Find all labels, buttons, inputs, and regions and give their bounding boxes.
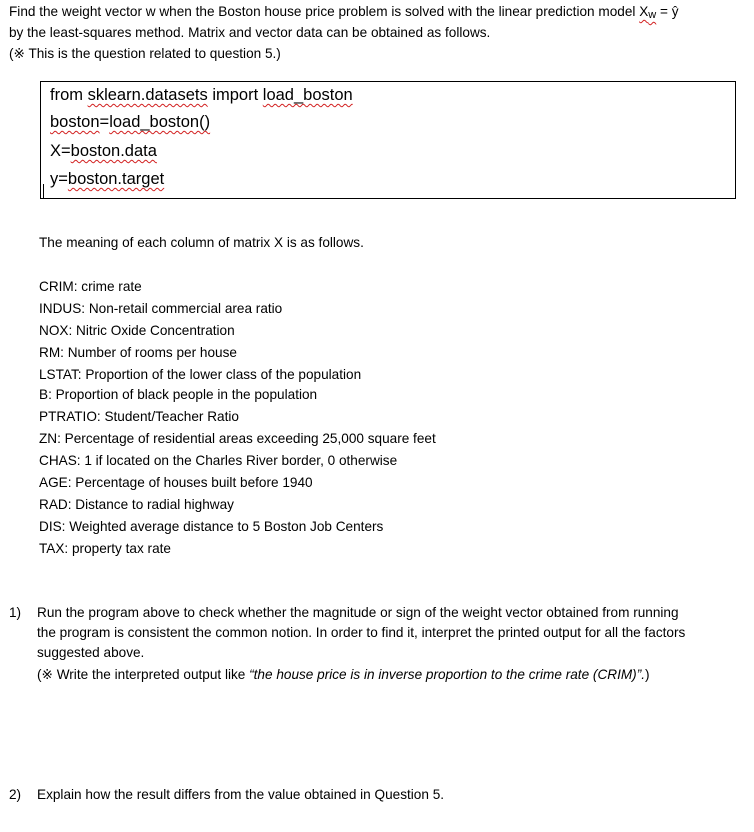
- list-item: LSTAT: Proportion of the lower class of the population: [39, 367, 362, 382]
- question-number: 2): [9, 787, 22, 802]
- question-note: [37, 667, 650, 683]
- code-line-4: [50, 170, 164, 189]
- question-line: Explain how the result differs from the value obtained in Question 5.: [37, 787, 445, 802]
- code-variable-boston: boston: [50, 113, 100, 131]
- code-line-3: [50, 142, 157, 161]
- list-item: INDUS: Non-retail commercial area ratio: [39, 301, 283, 316]
- code-equals: =: [58, 170, 68, 188]
- code-function-name: load_boston: [262, 86, 353, 104]
- code-keyword-from: from: [50, 86, 83, 104]
- list-item: RAD: Distance to radial highway: [39, 497, 234, 512]
- list-item: TAX: property tax rate: [39, 541, 171, 556]
- code-variable-y: y: [50, 170, 59, 188]
- model-x-symbol: X: [639, 4, 649, 19]
- code-expr-boston-data: boston.data: [70, 142, 157, 160]
- question-line: suggested above.: [37, 645, 145, 660]
- intro-line-3: (※ This is the question related to question 5.): [9, 46, 281, 61]
- note-example: “the house price is in inverse proportion to the crime rate (CRIM)”.: [249, 667, 646, 682]
- list-item: PTRATIO: Student/Teacher Ratio: [39, 409, 239, 424]
- model-yhat-symbol: = ŷ: [656, 4, 679, 19]
- model-w-symbol: w: [648, 9, 657, 21]
- note-prefix: (※ Write the interpreted output like: [37, 667, 250, 682]
- code-line-2: [50, 113, 210, 132]
- code-call-load-boston: load_boston(): [109, 113, 211, 131]
- meaning-heading: The meaning of each column of matrix X is as follows.: [39, 235, 364, 250]
- question-number: 1): [9, 605, 22, 620]
- list-item: NOX: Nitric Oxide Concentration: [39, 323, 235, 338]
- code-line-1: [50, 86, 353, 105]
- code-keyword-import: import: [212, 86, 259, 104]
- question-line: Run the program above to check whether the magnitude or sign of the weight vector obtained from running: [37, 605, 679, 620]
- intro-line-1-text: Find the weight vector w when the Boston house price problem is solved with the linear prediction model: [9, 4, 640, 19]
- list-item: CHAS: 1 if located on the Charles River border, 0 otherwise: [39, 453, 398, 468]
- code-module-name: sklearn.datasets: [87, 86, 208, 104]
- intro-line-1: [9, 4, 679, 21]
- code-variable-x: X: [50, 142, 62, 160]
- code-equals: =: [99, 113, 110, 131]
- code-equals: =: [61, 142, 71, 160]
- list-item: B: Proportion of black people in the population: [39, 387, 318, 402]
- code-box-separator: [43, 184, 44, 198]
- note-suffix: ): [645, 667, 650, 682]
- list-item: CRIM: crime rate: [39, 279, 142, 294]
- question-line: the program is consistent the common notion. In order to find it, interpret the printed output for all the factors: [37, 625, 686, 640]
- list-item: AGE: Percentage of houses built before 1940: [39, 475, 313, 490]
- list-item: ZN: Percentage of residential areas exceeding 25,000 square feet: [39, 431, 436, 446]
- code-box: [40, 81, 736, 199]
- code-expr-boston-target: boston.target: [67, 170, 165, 188]
- intro-line-2: by the least-squares method. Matrix and vector data can be obtained as follows.: [9, 25, 491, 40]
- list-item: DIS: Weighted average distance to 5 Boston Job Centers: [39, 519, 384, 534]
- list-item: RM: Number of rooms per house: [39, 345, 237, 360]
